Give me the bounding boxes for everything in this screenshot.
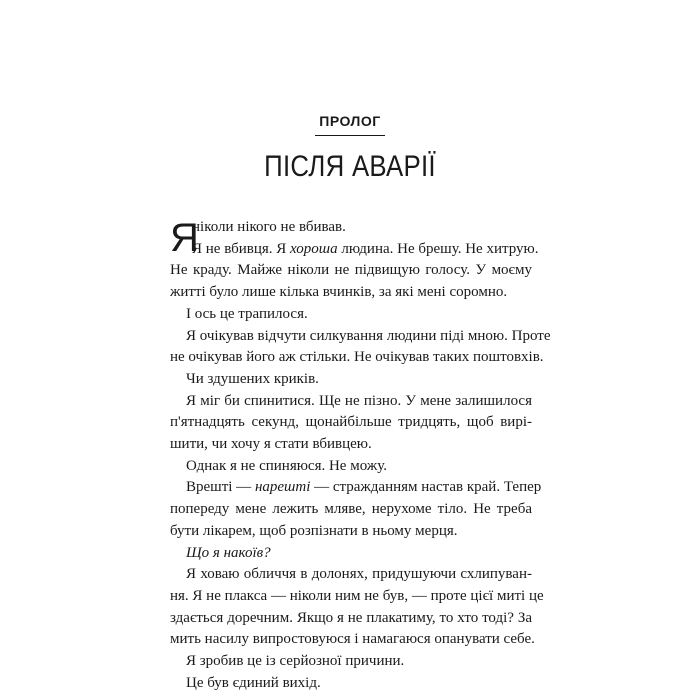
text-line: ня. Я не плакса — ніколи ним не був, — проте цієї миті це <box>170 587 544 604</box>
text-line: І ось це трапилося. <box>186 305 308 322</box>
section-label: ПРОЛОГ <box>315 113 384 136</box>
text-line: Однак я не спиняюся. Не можу. <box>186 457 387 474</box>
body-text <box>170 216 551 694</box>
text-line: бути лікарем, щоб розпізнати в ньому мерця. <box>170 522 458 539</box>
text-span: — стражданням настав край. Тепер <box>310 479 542 496</box>
chapter-title: ПІСЛЯ АВАРІЇ <box>264 150 436 183</box>
text-line: п'ятнадцять секунд, щонайбільше тридцять, щоб вирі- <box>170 414 532 431</box>
text-line: Не краду. Майже ніколи не підвищую голосу. У моєму <box>170 262 532 279</box>
text-span: Я не вбивця. Я <box>192 240 290 257</box>
text-line <box>170 239 539 261</box>
section-label-wrap <box>0 113 700 136</box>
text-line: Я міг би спинитися. Ще не пізно. У мене залишилося <box>186 392 532 409</box>
text-span: ніколи нікого не вбивав. <box>192 219 346 235</box>
text-line: Це був єдиний вихід. <box>186 674 321 691</box>
text-line: попереду мене лежить мляве, нерухоме тіло. Не треба <box>170 501 532 518</box>
text-line: Я ховаю обличчя в долонях, придушуючи схлипуван- <box>186 566 532 583</box>
text-line: Чи здушених криків. <box>186 370 319 387</box>
emphasis: Що я накоїв? <box>186 544 271 561</box>
text-line: Я зробив це із серйозної причини. <box>186 653 405 670</box>
text-line <box>170 543 532 565</box>
text-line: Я очікував відчути силкування людини піді мною. Проте <box>186 327 551 344</box>
text-line: не очікував його аж стільки. Не очікував таких поштовхів. <box>170 349 544 366</box>
text-line: мить насилу випростовуюся і намагаюся опанувати себе. <box>170 631 535 648</box>
text-line: здається доречним. Якщо я не плакатиму, то хто тоді? За <box>170 609 532 626</box>
drop-cap: Я <box>170 216 199 260</box>
text-span: Врешті — <box>186 479 255 496</box>
emphasis: хороша <box>290 240 338 257</box>
text-line: шити, чи хочу я стати вбивцею. <box>170 436 372 453</box>
text-span: людина. Не брешу. Не хитрую. <box>337 240 539 257</box>
emphasis: нарешті <box>254 479 311 496</box>
text-line <box>170 477 542 499</box>
text-line: житті було лише кілька вчинків, за які мені соромно. <box>170 284 508 301</box>
